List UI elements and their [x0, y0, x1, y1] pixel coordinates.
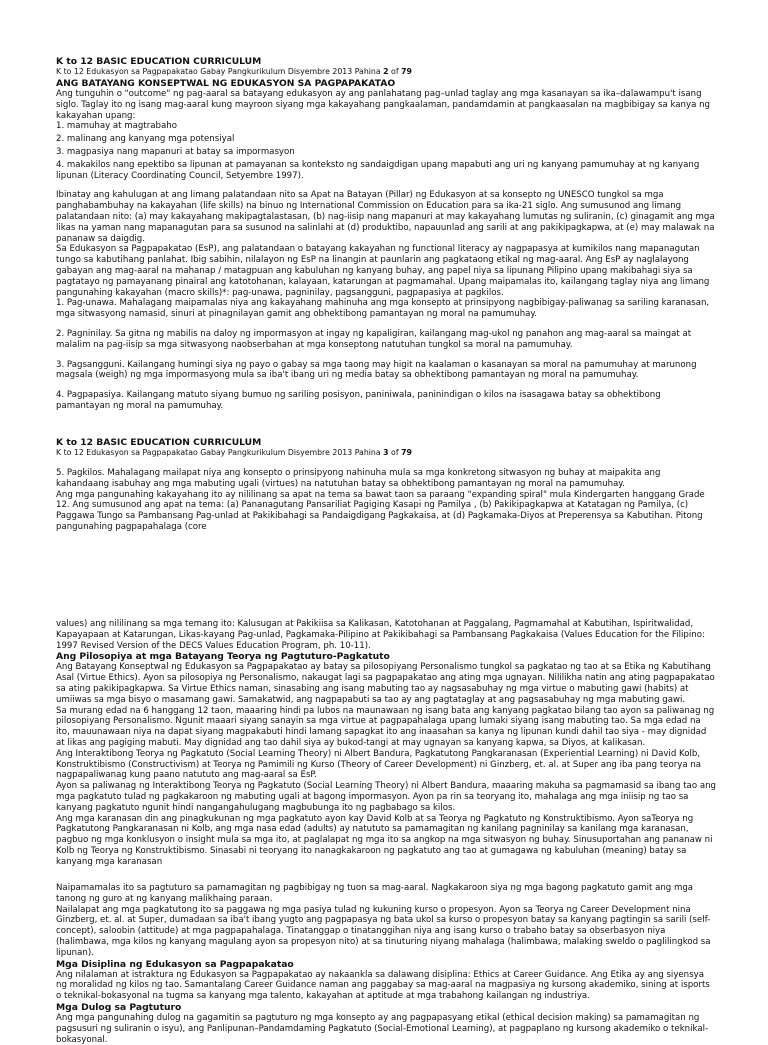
paragraph: Sa Edukasyon sa Pagpapakatao (EsP), ang palatandaan o batayang kakayahan ng functional literacy ay nagpapasya at kumikilos nang mapanagutan tungo sa kabutihang panlahat. Ibig sabihin, nilalayon ng EsP na linangin at paunlarin ang pagkataong etikal ng mag-aaral. Ang EsP ay naglalayong gabayan ang mag-aaral na mahanap / matagpuan ang kabuluhan ng kanyang buhay, ang papel niya sa lipunang Pilipino upang makibahagi siya sa pagtatayo ng pamayanang pinairal ang katotohanan, kalayaan, katarungan at pagmamahal. Upang maipamalas ito, kailangang taglay niya ang limang pangunahing kakayahan (macro skills)*: pag-unawa, pagninilay, pagsangguni, pagpapasiya at pagkilos.: [56, 244, 710, 298]
paragraph: Sa murang edad na 6 hanggang 12 taon, maaaring hindi pa lubos na maunawaan ng isang bata ang kanyang pagkatao bilang tao ayon sa paliwanag ng pilosopiyang Personalismo. Ngunit maaari siyang sanayin sa mga virtue at pagpapahalaga upang lumaki siyang isang mabuting tao. Sa mga edad na ito, mauunawaan niya na dapat siyang magpakabuti hindi lamang sapagkat ito ang inaasahan sa kanya ng lipunan kundi dahil tao siya - may dignidad at likas ang pagiging mabuti. May dignidad ang tao dahil siya ay bukod-tangi at may ugnayan sa kanyang kapwa, sa Diyos, at kalikasan.: [56, 705, 715, 748]
list-item: 2. malinang ang kanyang mga potensiyal: [56, 134, 235, 145]
paragraph: Nailalapat ang mga pagkatutong ito sa paggawa ng mga pasiya tulad ng kukuning kurso o propesyon. Ayon sa Teorya ng Career Development nina Ginzberg, et. al. at Super, dumadaan sa iba't ibang yugto ang pagpapasya ng bata ukol sa kurso o propesyon batay sa kanyang pagtingin sa sarili (self-concept), saloobin (attitude) at mga pagpapahalaga. Tinatanggap o tinatanggihan niya ang isang kurso o trabaho batay sa obserbasyon niya (halimbawa, mga kilos ng kanyang magulang ayon sa propesyon nito) at sa tinuturing niyang mahalaga (halimbawa, malaking sweldo o paglilingkod sa lipunan).: [56, 904, 711, 958]
paragraph: Ang mga pangunahing kakayahang ito ay nililinang sa apat na tema sa bawat taon sa paraang "expanding spiral" mula Kindergarten hanggang Grade 12. Ang sumusunod ang apat na tema: (a) Pananagutang Pansariliat Pagiging Kasapi ng Pamilya , (b) Pakikipagkapwa at Katatagan ng Pamilya, (c) Paggawa Tungo sa Pambansang Pag-unlad at Pakikibahagi sa Pandaigdigang Pagkakaisa, at (d) Pagkamaka-Diyos at Preperensya sa Kabutihan. Pitong pangunahing pagpapahalaga (core: [56, 489, 705, 532]
section-title: Mga Dulog sa Pagtuturo: [56, 1001, 182, 1013]
section-title: Ang Pilosopiya at mga Batayang Teorya ng Pagtuturo-Pagkatuto: [56, 651, 390, 663]
page-2-header: K to 12 BASIC EDUCATION CURRICULUM: [56, 56, 262, 67]
section-title: Mga Disiplina ng Edukasyon sa Pagpapakatao: [56, 958, 294, 970]
section-title: ANG BATAYANG KONSEPTWAL NG EDUKASYON SA PAGPAPAKATAO: [56, 78, 396, 89]
page-number: 3: [383, 448, 389, 457]
paragraph: Ayon sa paliwanag ng Interaktibong Teorya ng Pagkatuto (Social Learning Theory) ni Albert Bandura, maaaring makuha sa pagmamasid sa ibang tao ang mga pagkatuto tulad ng pagkakaroon ng mabuting ugali at bagong impormasyon. Ayon pa rin sa teoryang ito, mahalaga ang mga iniisip ng tao sa kanyang pagkatuto ngunit hindi nangangahulugang magbubunga ito ng pagbabago sa kilos.: [56, 781, 716, 813]
paragraph: Ang Interaktibong Teorya ng Pagkatuto (Social Learning Theory) ni Albert Bandura, Pagkatutong Pangkaranasan (Experiential Learning) ni David Kolb, Konstruktibismo (Constructivism) at Teorya ng Pamimili ng Kurso (Theory of Career Development) ni Ginzberg, et. al. at Super ang iba pang teorya na nagpapaliwanag kung paano natututo ang mag-aaral sa EsP.: [56, 748, 702, 781]
skill-item: 2. Pagninilay. Sa gitna ng mabilis na daloy ng impormasyon at ingay ng kapaligiran, kailangang mag-ukol ng panahon ang mag-aaral sa maingat at malalim na pag-iisip sa mga sitwasyong naobserbahan at mga konseptong natutuhan tungkol sa moral na pamumuhay.: [56, 328, 692, 350]
list-item: 4. makakilos nang epektibo sa lipunan at pamayanan sa konteksto ng sandaigdigan upang mapabuti ang uri ng kanyang pamumuhay at ng kanyang lipunan (Literacy Coordinating Council, Setyembre 1997).: [56, 159, 700, 181]
document-page-2: [56, 56, 716, 412]
document-page-3: [56, 437, 716, 533]
paragraph: Ang mga pangunahing dulog na gagamitin sa pagtuturo ng mga konsepto ay ang pagpapasyang etikal (ethical decision making) sa pamamagitan ng pagsusuri ng suliranin o isyu), ang Panlipunan–Pandamdaming Pagkatuto (Social-Emotional Learning), at pagpaplano ng kursong akademiko o teknikal-bokasyonal.: [56, 1012, 709, 1045]
skill-item: 4. Pagpapasiya. Kailangang matuto siyang bumuo ng sariling posisyon, paniniwala, paninindigan o kilos na isasagawa batay sa obhektibong pamantayan ng moral na pamumuhay.: [56, 390, 661, 411]
paragraph: Ang tunguhin o "outcome" ng pag-aaral sa batayang edukasyon ay ang panlahatang pag–unlad taglay ang mga kasanayan sa ika–dalawampu't isang siglo. Taglay ito ng isang mag-aaral kung mayroon siyang mga kakayahang pangkaalaman, pandamdamin at pangkaasalan na magbibigay sa kanya ng kakayahan upang:: [56, 89, 710, 121]
paragraph: Naipamamalas ito sa pagtuturo sa pamamagitan ng pagbibigay ng tuon sa mag-aaral. Nagkakaroon siya ng mga bagong pagkatuto gamit ang mga tanong ng guro at ng kanyang malikhaing paraan.: [56, 883, 694, 904]
document-page-3-bottom: [56, 883, 716, 1045]
paragraph: values) ang nililinang sa mga temang ito: Kalusugan at Pakikiisa sa Kalikasan, Katotohanan at Paggalang, Pagmamahal at Kabutihan, Ispiritwalidad, Kapayapaan at Katarungan, Likas-kayang Pag-unlad, Pagkamaka-Pilipino at Pakikibahagi sa Pambansang Pagkakaisa (Values Education for the Filipino: 1997 Revised Version of the DECS Values Education Program, ph. 10-11).: [56, 619, 705, 651]
paragraph: Ang nilalaman at istraktura ng Edukasyon sa Pagpapakatao ay nakaankla sa dalawang disiplina: Ethics at Career Guidance. Ang Etika ay ang siyensya ng moralidad ng kilos ng tao. Samantalang Career Guidance naman ang paggabay sa mag-aaral na magpasiya ng kursong akademiko, sining at isports o teknikal-bokasyonal na tugma sa kanyang mga talento, kakayahan at aptitude at mga trabahong kailangan ng industriya.: [56, 969, 710, 1002]
skill-item: 5. Pagkilos. Mahalagang mailapat niya ang konsepto o prinsipyong nahinuha mula sa mga konkretong sitwasyon ng buhay at maipakita ang kahandaang isabuhay ang mga mabuting ugali (virtues) na natutuhan batay sa obhektibong pamantayan ng moral na pamumuhay.: [56, 468, 661, 489]
document-page-3-continued: [56, 619, 716, 868]
list-item: 1. mamuhay at magtrabaho: [56, 121, 177, 132]
paragraph: Ang Batayang Konseptwal ng Edukasyon sa Pagpapakatao ay batay sa pilosopiyang Personalismo tungkol sa pagkatao ng tao at sa Etika ng Kabutihang Asal (Virtue Ethics). Ayon sa pilosopiya ng Personalismo, nakaugat lagi sa pagpapakatao ang ating mga ugnayan. Nililikha natin ang ating pagpapakatao sa ating pakikipagkapwa. Sa Virtue Ethics naman, sinasabing ang isang mabuting tao ay nagsasabuhay ng mga virtue o mabuting gawi (habits) at umiiwas sa mga bisyo o masamang gawi. Samakatwid, ang nagpapabuti sa tao ay ang pagtataglay at ang pagsasabuhay ng mga mabuting gawi.: [56, 662, 715, 705]
page-total: 79: [401, 67, 412, 76]
list-item: 3. magpasiya nang mapanuri at batay sa impormasyon: [56, 146, 295, 157]
page-3-header: K to 12 BASIC EDUCATION CURRICULUM: [56, 437, 262, 448]
page-3-subheader: K to 12 Edukasyon sa Pagpapakatao Gabay Pangkurikulum Disyembre 2013 Pahina 3 of 79: [56, 448, 412, 457]
page-number: 2: [383, 67, 389, 76]
page-2-subheader: K to 12 Edukasyon sa Pagpapakatao Gabay Pangkurikulum Disyembre 2013 Pahina 2 of 79: [56, 67, 412, 76]
paragraph: Ang mga karanasan din ang pinagkukunan ng mga pagkatuto ayon kay David Kolb at sa Teorya ng Pagkatuto ng Konstruktibismo. Ayon saTeorya ng Pagkatutong Pangkaranasan ni Kolb, ang mga nasa edad (adults) ay natututo sa pamamagitan ng kanilang pagninilay sa kanilang mga karanasan, pagbuo ng mga konklusyon o insight mula sa mga ito, at paglalapat ng mga ito sa angkop na mga sitwasyon ng buhay. Sinusuportahan ang pananaw ni Kolb ng Teorya ng Konstruktibismo. Sinasabi ni teoryang ito nanagkakaroon ng pagkatuto ang tao at gumagawa ng kabuluhan (meaning) batay sa kanyang mga karanasan: [56, 813, 713, 867]
skill-item: 1. Pag-unawa. Mahalagang maipamalas niya ang kakayahang mahinuha ang mga konsepto at prinsipyong nagbibigay-paliwanag sa sariling karanasan, mga sitwasyong namasid, sinuri at pinagnilayan gamit ang obhektibong pamantayan ng moral na pamumuhay.: [56, 298, 710, 320]
paragraph: Ibinatay ang kahulugan at ang limang palatandaan nito sa Apat na Batayan (Pillar) ng Edukasyon at sa konsepto ng UNESCO tungkol sa mga panghabambuhay na kakayahan (life skills) na binuo ng International Commission on Education para sa ika-21 siglo. Ang sumusunod ang limang palatandaan nito: (a) may kakayahang makipagtalastasan, (b) nag-iisip nang mapanuri at may kakayahang lumutas ng suliranin, (c) ginagamit ang mga likas na yaman nang mapanagutan para sa susunod na salinlahi at (d) produktibo, napauunlad ang sarili at ang pakikipagkapwa, at (e) may malawak na pananaw sa daigdig.: [56, 190, 715, 244]
page-total: 79: [401, 448, 412, 457]
skill-item: 3. Pagsangguni. Kailangang humingi siya ng payo o gabay sa mga taong may higit na kaalaman o kasanayan sa moral na pamumuhay at marunong magsala (weigh) ng mga impormasyong mula sa iba't ibang uri ng media batay sa obhektibong pamantayan ng moral na pamumuhay.: [56, 359, 697, 381]
